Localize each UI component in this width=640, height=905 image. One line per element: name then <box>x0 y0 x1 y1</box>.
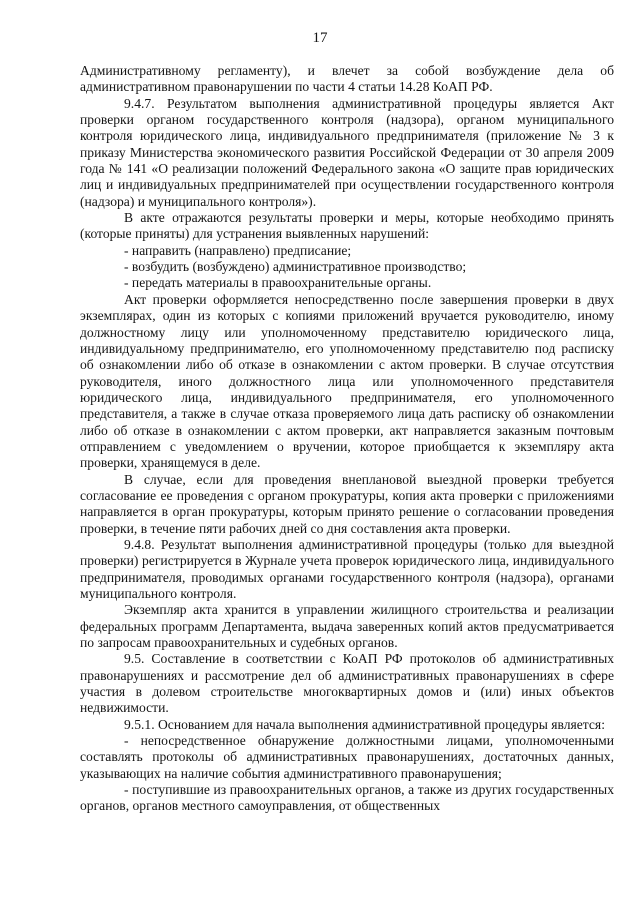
paragraph-prosecutor-approval: В случае, если для проведения внеплановой выездной проверки требуется согласование ее проведения с органом прокуратуры, копия акта проверки с приложениями направляется в орган прокуратуры, которым принято решение о согласовании проведения проверки, в течение пяти рабочих дней со дня составления акта проверки. <box>80 471 614 536</box>
paragraph-9-4-7: 9.4.7. Результатом выполнения административной процедуры является Акт проверки органом государственного контроля (надзора), органом муниципального контроля юридического лица, индивидуального предпринимателя (приложение № 3 к приказу Министерства экономического развития Российской Федерации от 30 апреля 2009 года № 141 «О реализации положений Федерального закона «О защите прав юридических лиц и индивидуальных предпринимателей при осуществлении государственного контроля (надзора) и муниципального контроля»). <box>80 95 614 209</box>
list-item-transfer: - передать материалы в правоохранительные органы. <box>124 275 432 291</box>
paragraph-9-4-8: 9.4.8. Результат выполнения административной процедуры (только для выездной проверки) регистрируется в Журнале учета проверок юридического лица, индивидуального предпринимателя, проводимых органами государственного контроля (надзора), органами муниципального контроля. <box>80 536 614 601</box>
list-item-order: - направить (направлено) предписание; <box>124 242 352 258</box>
paragraph-9-5: 9.5. Составление в соответствии с КоАП РФ протоколов об административных правонарушениях и рассмотрение дел об административных правонарушениях в сфере участия в долевом строительстве многоквартирных домов и (или) иных объектов недвижимости. <box>80 651 614 716</box>
paragraph-act-storage: Экземпляр акта хранится в управлении жилищного строительства и реализации федеральных программ Департамента, выдача заверенных копий актов предусматривается по запросам правоохранительных и судебных органов. <box>80 602 614 651</box>
document-body <box>80 63 614 815</box>
paragraph-act-results: В акте отражаются результаты проверки и меры, которые необходимо принять (которые приняты) для устранения выявленных нарушений: <box>80 210 614 242</box>
paragraph-9-5-1: 9.5.1. Основанием для начала выполнения административной процедуры является: <box>124 716 605 732</box>
page-number: 17 <box>312 30 328 46</box>
list-item-proceedings: - возбудить (возбуждено) административное производство; <box>124 259 467 275</box>
paragraph-act-execution: Акт проверки оформляется непосредственно после завершения проверки в двух экземплярах, один из которых с копиями приложений вручается руководителю, иному должностному лицу или уполномоченному представителю юридического лица, индивидуальному предпринимателю, его уполномоченному представителю под расписку об ознакомлении либо об отказе в ознакомлении с актом проверки. В случае отсутствия руководителя, иного должностного лица или уполномоченного представителя юридического лица, индивидуального предпринимателя, его уполномоченного представителя, а также в случае отказа проверяемого лица дать расписку об ознакомлении либо об отказе в ознакомлении с актом проверки, акт направляется заказным почтовым отправлением с уведомлением о вручении, которое приобщается к экземпляру акта проверки, хранящемуся в деле. <box>80 291 614 471</box>
paragraph-continuation: Административному регламенту), и влечет за собой возбуждение дела об административном правонарушении по части 4 статьи 14.28 КоАП РФ. <box>80 63 614 95</box>
list-item-received-materials: - поступившие из правоохранительных органов, а также из других государственных органов, органов местного самоуправления, от общественных <box>80 782 614 814</box>
list-item-direct-detection: - непосредственное обнаружение должностными лицами, уполномоченными составлять протоколы об административных правонарушениях, достаточных данных, указывающих на наличие события административного правонарушения; <box>80 733 614 781</box>
